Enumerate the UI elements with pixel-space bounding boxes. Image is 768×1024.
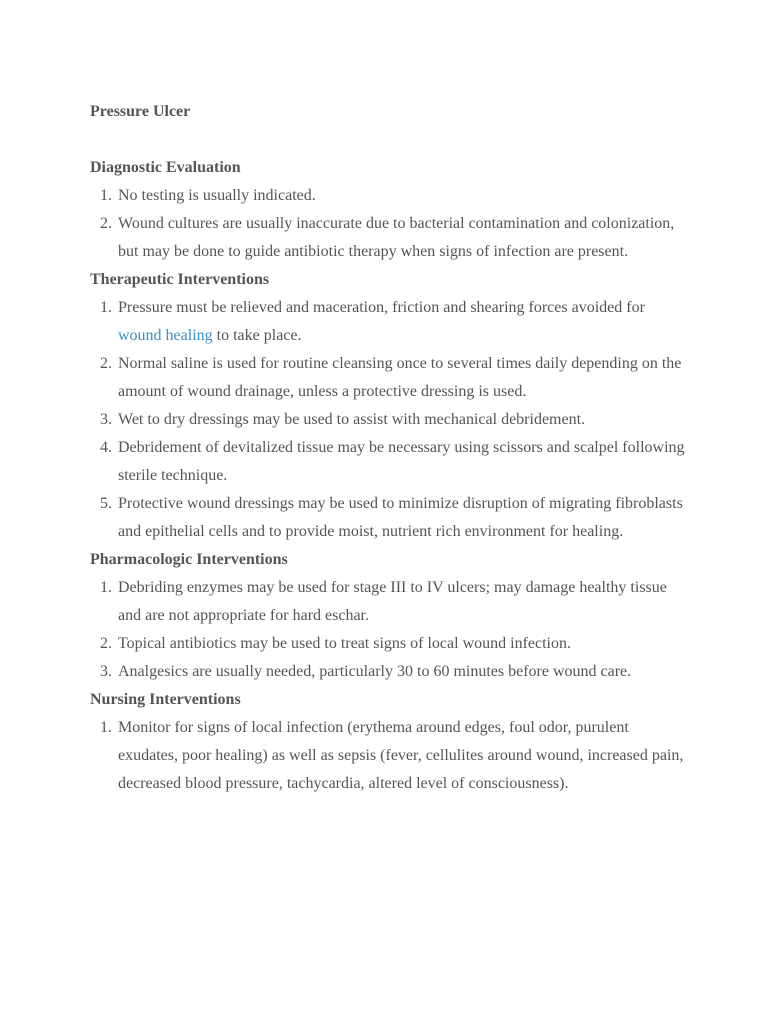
list-item [90, 714, 690, 798]
wound-healing-link[interactable]: wound healing [118, 327, 213, 344]
section-heading: Nursing Interventions [90, 691, 241, 708]
list-item [90, 182, 690, 210]
list-item [90, 406, 690, 434]
item-number: 1. [100, 579, 112, 596]
item-text: Protective wound dressings may be used to minimize disruption of migrating fibroblasts and epithelial cells and to provide moist, nutrient rich environment for healing. [118, 495, 683, 540]
list-item [90, 350, 690, 406]
section-pharmacologic-interventions [90, 546, 690, 686]
list-item [90, 574, 690, 630]
item-number: 4. [100, 439, 112, 456]
item-number: 3. [100, 663, 112, 680]
item-text: Wound cultures are usually inaccurate due to bacterial contamination and colonization, but may be done to guide antibiotic therapy when signs of infection are present. [118, 215, 675, 260]
item-number: 2. [100, 215, 112, 232]
item-number: 2. [100, 355, 112, 372]
numbered-list [90, 182, 690, 266]
numbered-list [90, 294, 690, 546]
section-diagnostic-evaluation [90, 154, 690, 266]
item-number: 5. [100, 495, 112, 512]
item-number: 1. [100, 299, 112, 316]
numbered-list [90, 574, 690, 686]
section-nursing-interventions [90, 686, 690, 798]
item-number: 3. [100, 411, 112, 428]
section-heading: Pharmacologic Interventions [90, 551, 288, 568]
list-item [90, 658, 690, 686]
section-therapeutic-interventions [90, 266, 690, 546]
document-title: Pressure Ulcer [90, 103, 191, 120]
list-item [90, 490, 690, 546]
item-text: Topical antibiotics may be used to treat signs of local wound infection. [118, 635, 571, 652]
item-text: Normal saline is used for routine cleansing once to several times daily depending on the amount of wound drainage, unless a protective dressing is used. [118, 355, 682, 400]
item-number: 1. [100, 187, 112, 204]
item-text: Debridement of devitalized tissue may be necessary using scissors and scalpel following sterile technique. [118, 439, 685, 484]
item-number: 1. [100, 719, 112, 736]
list-item [90, 210, 690, 266]
list-item [90, 630, 690, 658]
item-text: Analgesics are usually needed, particularly 30 to 60 minutes before wound care. [118, 663, 632, 680]
item-text: Monitor for signs of local infection (erythema around edges, foul odor, purulent exudates, poor healing) as well as sepsis (fever, cellulites around wound, increased pain, decreased blood pressure, tachycardia, altered level of consciousness). [118, 719, 684, 792]
list-item [90, 294, 690, 350]
section-heading: Therapeutic Interventions [90, 271, 270, 288]
item-text: No testing is usually indicated. [118, 187, 316, 204]
item-text-after-link: to take place. [212, 327, 302, 344]
item-text: Debriding enzymes may be used for stage III to IV ulcers; may damage healthy tissue and are not appropriate for hard eschar. [118, 579, 667, 624]
numbered-list [90, 714, 690, 798]
item-text: Wet to dry dressings may be used to assist with mechanical debridement. [118, 411, 586, 428]
list-item [90, 434, 690, 490]
document-page [90, 98, 690, 798]
item-number: 2. [100, 635, 112, 652]
item-text-before-link: Pressure must be relieved and maceration, friction and shearing forces avoided for [118, 299, 645, 316]
section-heading: Diagnostic Evaluation [90, 159, 241, 176]
